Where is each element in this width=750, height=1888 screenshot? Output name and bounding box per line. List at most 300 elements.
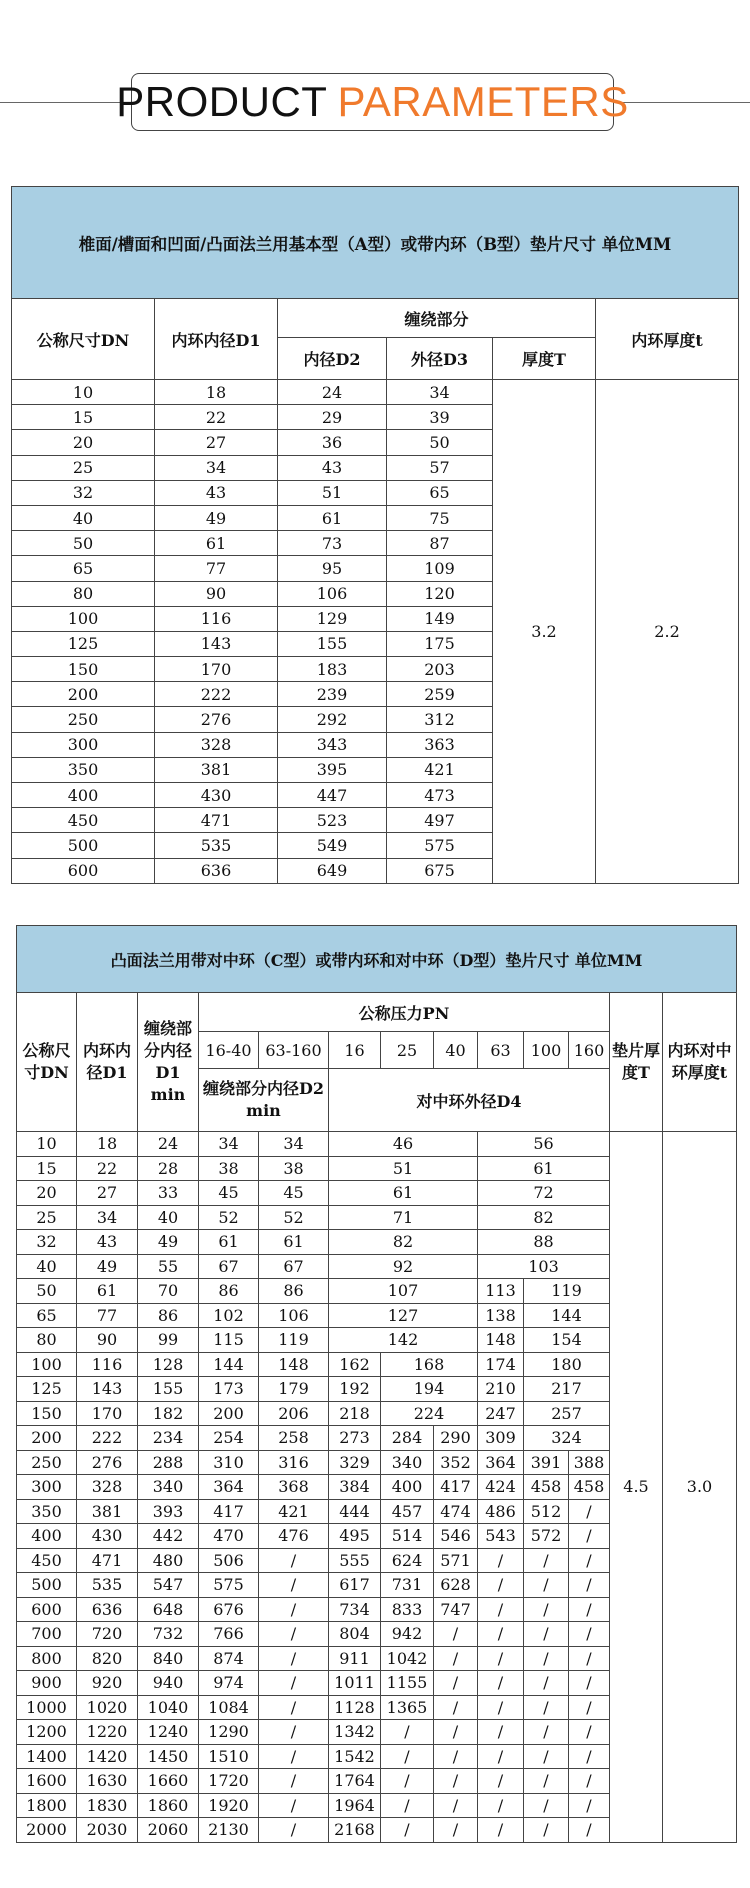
header-nominal-size: 公称尺寸DN xyxy=(12,299,155,380)
table-cell: 732 xyxy=(138,1622,199,1647)
table-cell: 148 xyxy=(259,1352,329,1377)
table-cell: / xyxy=(434,1720,478,1745)
table-cell: 512 xyxy=(524,1499,569,1524)
table-cell: / xyxy=(259,1671,329,1696)
table-cell: 192 xyxy=(329,1377,381,1402)
table-cell: 2000 xyxy=(17,1818,77,1843)
table-cell: 24 xyxy=(138,1132,199,1157)
table-cell: 200 xyxy=(12,682,155,707)
table-cell: 77 xyxy=(77,1303,138,1328)
header-d3: 外径D3 xyxy=(387,338,493,380)
table-cell: 430 xyxy=(77,1524,138,1549)
header-inner-ring-d1: 内环内径D1 xyxy=(155,299,278,380)
table-cell: / xyxy=(434,1769,478,1794)
table-cell: 911 xyxy=(329,1646,381,1671)
table-cell: 90 xyxy=(155,581,278,606)
table-cell: 395 xyxy=(278,757,387,782)
table-cell: 258 xyxy=(259,1426,329,1451)
table-cell: 676 xyxy=(199,1597,259,1622)
table-cell: / xyxy=(381,1720,434,1745)
table-cell: / xyxy=(381,1769,434,1794)
table-cell: 447 xyxy=(278,783,387,808)
table-cell: 546 xyxy=(434,1524,478,1549)
table-cell: / xyxy=(259,1695,329,1720)
table-cell: 45 xyxy=(259,1181,329,1206)
table-cell: / xyxy=(478,1573,524,1598)
table-cell: 222 xyxy=(77,1426,138,1451)
table-cell: 113 xyxy=(478,1279,524,1304)
table-cell: 138 xyxy=(478,1303,524,1328)
table-title: 凸面法兰用带对中环（C型）或带内环和对中环（D型）垫片尺寸 单位MM xyxy=(17,926,737,993)
table-cell: / xyxy=(259,1818,329,1843)
table-cell: 450 xyxy=(12,808,155,833)
table-cell: / xyxy=(434,1695,478,1720)
table-cell: 874 xyxy=(199,1646,259,1671)
table-cell: 129 xyxy=(278,606,387,631)
table-cell: 80 xyxy=(12,581,155,606)
table-cell: 497 xyxy=(387,808,493,833)
table-title: 椎面/槽面和凹面/凸面法兰用基本型（A型）或带内环（B型）垫片尺寸 单位MM xyxy=(12,187,739,299)
table-cell: 624 xyxy=(381,1548,434,1573)
table-cell: 102 xyxy=(199,1303,259,1328)
table-cell: 61 xyxy=(278,505,387,530)
table-cell: 381 xyxy=(155,757,278,782)
table-cell: 32 xyxy=(17,1230,77,1255)
header-inner-ring-thickness: 内环厚度t xyxy=(596,299,739,380)
table-cell: 2168 xyxy=(329,1818,381,1843)
table-cell: 424 xyxy=(478,1475,524,1500)
table-cell: 22 xyxy=(155,405,278,430)
table-cell: 254 xyxy=(199,1426,259,1451)
table-cell: 168 xyxy=(381,1352,478,1377)
table-cell: 20 xyxy=(17,1181,77,1206)
table-cell: / xyxy=(524,1622,569,1647)
table-cell: / xyxy=(569,1769,610,1794)
table-cell: 106 xyxy=(278,581,387,606)
table-cell: 571 xyxy=(434,1548,478,1573)
table-cell: 340 xyxy=(381,1450,434,1475)
table-cell: 471 xyxy=(155,808,278,833)
table-cell: 312 xyxy=(387,707,493,732)
table-cell: 203 xyxy=(387,657,493,682)
header-centering-ring-d4: 对中环外径D4 xyxy=(329,1069,610,1132)
table-cell: 217 xyxy=(524,1377,610,1402)
table-cell: 25 xyxy=(17,1205,77,1230)
banner-line-right xyxy=(614,102,750,103)
table-cell: 473 xyxy=(387,783,493,808)
table-cell: 51 xyxy=(278,480,387,505)
table-cell: 363 xyxy=(387,732,493,757)
table-cell: 65 xyxy=(387,480,493,505)
table-cell: 400 xyxy=(12,783,155,808)
table-cell: 18 xyxy=(77,1132,138,1157)
table-cell: 250 xyxy=(17,1450,77,1475)
table-cell: 600 xyxy=(12,858,155,883)
table-cell: 430 xyxy=(155,783,278,808)
table-cell: 52 xyxy=(199,1205,259,1230)
header-pn-63: 63 xyxy=(478,1032,524,1069)
table-cell: / xyxy=(569,1671,610,1696)
table-cell: 636 xyxy=(77,1597,138,1622)
table-cell: 547 xyxy=(138,1573,199,1598)
table-cell: 170 xyxy=(77,1401,138,1426)
header-pn-100: 100 xyxy=(524,1032,569,1069)
table-cell: 218 xyxy=(329,1401,381,1426)
table-cell: 95 xyxy=(278,556,387,581)
table-cell: 284 xyxy=(381,1426,434,1451)
table-cell: 173 xyxy=(199,1377,259,1402)
table-cell: 61 xyxy=(155,531,278,556)
table-cell: / xyxy=(569,1597,610,1622)
table-cell: / xyxy=(569,1646,610,1671)
table-cell: 100 xyxy=(12,606,155,631)
table-cell: 103 xyxy=(478,1254,610,1279)
table-cell: 617 xyxy=(329,1573,381,1598)
table-cell: 1764 xyxy=(329,1769,381,1794)
table-cell: 234 xyxy=(138,1426,199,1451)
table-cell: 734 xyxy=(329,1597,381,1622)
table-cell: 940 xyxy=(138,1671,199,1696)
table-cell: / xyxy=(524,1720,569,1745)
table-cell: 155 xyxy=(278,631,387,656)
table-cell: 86 xyxy=(138,1303,199,1328)
header-pn-40: 40 xyxy=(434,1032,478,1069)
header-nominal-size: 公称尺寸DN xyxy=(17,993,77,1132)
table-cell: 1510 xyxy=(199,1744,259,1769)
table-cell: / xyxy=(569,1744,610,1769)
table-cell: 61 xyxy=(329,1181,478,1206)
header-pn-16-40: 16-40 xyxy=(199,1032,259,1069)
table-cell: / xyxy=(478,1597,524,1622)
table-cell: 474 xyxy=(434,1499,478,1524)
table-cell: 535 xyxy=(77,1573,138,1598)
table-cell: / xyxy=(478,1793,524,1818)
table-cell: 300 xyxy=(17,1475,77,1500)
table-cell: 1084 xyxy=(199,1695,259,1720)
table-cell: 70 xyxy=(138,1279,199,1304)
table-cell: / xyxy=(478,1744,524,1769)
table-cell: 766 xyxy=(199,1622,259,1647)
table-cell: 90 xyxy=(77,1328,138,1353)
table-cell: 43 xyxy=(155,480,278,505)
table-cell: 40 xyxy=(12,505,155,530)
table-cell: 144 xyxy=(199,1352,259,1377)
table-cell: 224 xyxy=(381,1401,478,1426)
table-cell: 840 xyxy=(138,1646,199,1671)
table-cell: / xyxy=(524,1793,569,1818)
table-cell: 34 xyxy=(387,380,493,405)
table-cell: 27 xyxy=(77,1181,138,1206)
table-cell: 43 xyxy=(77,1230,138,1255)
table-cell: 1011 xyxy=(329,1671,381,1696)
table-cell: / xyxy=(478,1646,524,1671)
header-gasket-thickness: 垫片厚度T xyxy=(610,993,663,1132)
table-cell: / xyxy=(569,1720,610,1745)
table-cell: 32 xyxy=(12,480,155,505)
table-cell: 162 xyxy=(329,1352,381,1377)
table-cell: 2130 xyxy=(199,1818,259,1843)
table-cell: 486 xyxy=(478,1499,524,1524)
table-cell: 154 xyxy=(524,1328,610,1353)
table-cell: 1600 xyxy=(17,1769,77,1794)
table-cell: 10 xyxy=(17,1132,77,1157)
table-cell: 400 xyxy=(17,1524,77,1549)
table-cell: 182 xyxy=(138,1401,199,1426)
table-cell: / xyxy=(569,1573,610,1598)
table-cell: 381 xyxy=(77,1499,138,1524)
table-cell: 458 xyxy=(524,1475,569,1500)
table-cell: 350 xyxy=(17,1499,77,1524)
table-cell: 142 xyxy=(329,1328,478,1353)
table-cell: 34 xyxy=(199,1132,259,1157)
table-cell: 77 xyxy=(155,556,278,581)
table-cell: 45 xyxy=(199,1181,259,1206)
table-cell: 800 xyxy=(17,1646,77,1671)
table-cell: 210 xyxy=(478,1377,524,1402)
table-cell: 61 xyxy=(199,1230,259,1255)
banner-word-product: PRODUCT xyxy=(116,78,328,125)
table-cell: / xyxy=(524,1818,569,1843)
table-cell: 2030 xyxy=(77,1818,138,1843)
table-cell: 648 xyxy=(138,1597,199,1622)
table-cell: 120 xyxy=(387,581,493,606)
table-cell: 143 xyxy=(155,631,278,656)
table-row xyxy=(12,380,739,405)
table-cell: 175 xyxy=(387,631,493,656)
table-cell: / xyxy=(524,1695,569,1720)
table-cell: 36 xyxy=(278,430,387,455)
table-cell: 310 xyxy=(199,1450,259,1475)
table-cell: / xyxy=(259,1720,329,1745)
table-cell: 46 xyxy=(329,1132,478,1157)
table-cell: 364 xyxy=(199,1475,259,1500)
banner-word-parameters: PARAMETERS xyxy=(337,78,629,125)
table-cell: 820 xyxy=(77,1646,138,1671)
table-cell: 833 xyxy=(381,1597,434,1622)
table-cell: 75 xyxy=(387,505,493,530)
table-cell: 15 xyxy=(17,1156,77,1181)
table-cell: 309 xyxy=(478,1426,524,1451)
table-cell: 28 xyxy=(138,1156,199,1181)
table-cell: 1660 xyxy=(138,1769,199,1794)
table-cell: 125 xyxy=(17,1377,77,1402)
table-cell: 22 xyxy=(77,1156,138,1181)
table-cell: 24 xyxy=(278,380,387,405)
table-cell: 194 xyxy=(381,1377,478,1402)
table-cell: 2060 xyxy=(138,1818,199,1843)
table-cell: 80 xyxy=(17,1328,77,1353)
table-cell: 179 xyxy=(259,1377,329,1402)
table-cell: 523 xyxy=(278,808,387,833)
table-cell: 49 xyxy=(155,505,278,530)
table-cell: 1830 xyxy=(77,1793,138,1818)
table-cell: / xyxy=(569,1499,610,1524)
table-cell: 442 xyxy=(138,1524,199,1549)
table-cell: 288 xyxy=(138,1450,199,1475)
table-cell: 1200 xyxy=(17,1720,77,1745)
table-cell: 20 xyxy=(12,430,155,455)
table-cell: 731 xyxy=(381,1573,434,1598)
table-cell: 1040 xyxy=(138,1695,199,1720)
table-cell: / xyxy=(434,1622,478,1647)
table-cell: 575 xyxy=(199,1573,259,1598)
table-cell: 649 xyxy=(278,858,387,883)
table-cell: 61 xyxy=(478,1156,610,1181)
table-cell: / xyxy=(478,1548,524,1573)
table-cell: 1042 xyxy=(381,1646,434,1671)
table-cell: / xyxy=(569,1622,610,1647)
table-cell: 942 xyxy=(381,1622,434,1647)
table-cell: 86 xyxy=(199,1279,259,1304)
table-cell: / xyxy=(434,1744,478,1769)
table-cell: 92 xyxy=(329,1254,478,1279)
table-cell: 900 xyxy=(17,1671,77,1696)
table-cell: / xyxy=(524,1671,569,1696)
table-cell: / xyxy=(478,1818,524,1843)
header-wound-d2-min: 缠绕部分内径D2 min xyxy=(199,1069,329,1132)
table-cell: / xyxy=(478,1671,524,1696)
table-cell: 174 xyxy=(478,1352,524,1377)
table-cell: 73 xyxy=(278,531,387,556)
table-cell: 974 xyxy=(199,1671,259,1696)
table-cell: 324 xyxy=(524,1426,610,1451)
table-cell: 27 xyxy=(155,430,278,455)
table-cell: 61 xyxy=(259,1230,329,1255)
table-cell: 506 xyxy=(199,1548,259,1573)
table-cell: 250 xyxy=(12,707,155,732)
table-cell: 34 xyxy=(259,1132,329,1157)
table-cell: 109 xyxy=(387,556,493,581)
table-cell: 1400 xyxy=(17,1744,77,1769)
header-ring-thickness: 内环对中环厚度t xyxy=(663,993,737,1132)
table-cell: 391 xyxy=(524,1450,569,1475)
table-cell: 149 xyxy=(387,606,493,631)
table-cell: 514 xyxy=(381,1524,434,1549)
table-cell: 1128 xyxy=(329,1695,381,1720)
table-cell: / xyxy=(434,1793,478,1818)
table-cell: 329 xyxy=(329,1450,381,1475)
table-cell: 470 xyxy=(199,1524,259,1549)
table-cell: 107 xyxy=(329,1279,478,1304)
table-cell: 636 xyxy=(155,858,278,883)
table-cell: 1542 xyxy=(329,1744,381,1769)
table-cell: / xyxy=(478,1622,524,1647)
table-cell: 804 xyxy=(329,1622,381,1647)
table-cell: 495 xyxy=(329,1524,381,1549)
table-cell: 417 xyxy=(434,1475,478,1500)
table-cell: 1220 xyxy=(77,1720,138,1745)
table-cell: 316 xyxy=(259,1450,329,1475)
table-cell: 421 xyxy=(259,1499,329,1524)
table-cell: 450 xyxy=(17,1548,77,1573)
table-cell: 71 xyxy=(329,1205,478,1230)
table-cell: 200 xyxy=(17,1426,77,1451)
table-cell: 535 xyxy=(155,833,278,858)
table-cell: 125 xyxy=(12,631,155,656)
table-cell: 155 xyxy=(138,1377,199,1402)
table-cell: 99 xyxy=(138,1328,199,1353)
table-cell: 119 xyxy=(524,1279,610,1304)
table-cell: 222 xyxy=(155,682,278,707)
table-cell: 700 xyxy=(17,1622,77,1647)
table-cell: 1342 xyxy=(329,1720,381,1745)
header-pn-25: 25 xyxy=(381,1032,434,1069)
table-cell: 87 xyxy=(387,531,493,556)
table-cell: 292 xyxy=(278,707,387,732)
table-cell: / xyxy=(478,1720,524,1745)
table-cell: 150 xyxy=(12,657,155,682)
table-cell: 628 xyxy=(434,1573,478,1598)
table-cell: 106 xyxy=(259,1303,329,1328)
ring-thickness-value: 3.0 xyxy=(663,1132,737,1843)
table-cell: 50 xyxy=(387,430,493,455)
table-cell: 328 xyxy=(77,1475,138,1500)
table-cell: 276 xyxy=(155,707,278,732)
table-cell: / xyxy=(434,1646,478,1671)
table-cell: 183 xyxy=(278,657,387,682)
table-cell: 52 xyxy=(259,1205,329,1230)
table-cell: / xyxy=(478,1769,524,1794)
table-cell: 1000 xyxy=(17,1695,77,1720)
header-wound-d1-min: 缠绕部分内径D1 min xyxy=(138,993,199,1132)
table-cell: 1800 xyxy=(17,1793,77,1818)
gasket-thickness-value: 4.5 xyxy=(610,1132,663,1843)
table-cell: 1860 xyxy=(138,1793,199,1818)
table-cell: 57 xyxy=(387,455,493,480)
table-cell: 40 xyxy=(17,1254,77,1279)
header-nominal-pressure: 公称压力PN xyxy=(199,993,610,1032)
table-cell: / xyxy=(259,1646,329,1671)
table-cell: 29 xyxy=(278,405,387,430)
table-cell: 471 xyxy=(77,1548,138,1573)
table-cell: 67 xyxy=(259,1254,329,1279)
table-cell: / xyxy=(381,1793,434,1818)
table-cell: 276 xyxy=(77,1450,138,1475)
table-cell: 10 xyxy=(12,380,155,405)
table-cell: 543 xyxy=(478,1524,524,1549)
table-cell: / xyxy=(569,1548,610,1573)
table-cell: 51 xyxy=(329,1156,478,1181)
table-cell: / xyxy=(259,1769,329,1794)
table-cell: 65 xyxy=(12,556,155,581)
table-cell: / xyxy=(259,1622,329,1647)
ring-thickness-value: 2.2 xyxy=(596,380,739,884)
header-d2: 内径D2 xyxy=(278,338,387,380)
table-cell: 1964 xyxy=(329,1793,381,1818)
table-cell: 33 xyxy=(138,1181,199,1206)
table-cell: 61 xyxy=(77,1279,138,1304)
table-cell: 575 xyxy=(387,833,493,858)
table-cell: 421 xyxy=(387,757,493,782)
table-cell: 143 xyxy=(77,1377,138,1402)
header-pn-63-160: 63-160 xyxy=(259,1032,329,1069)
table-cell: 38 xyxy=(199,1156,259,1181)
header-inner-ring-d1: 内环内径D1 xyxy=(77,993,138,1132)
table-cell: / xyxy=(524,1597,569,1622)
header-wound-part: 缠绕部分 xyxy=(278,299,596,338)
table-cell: 247 xyxy=(478,1401,524,1426)
table-cell: / xyxy=(259,1793,329,1818)
table-cell: 65 xyxy=(17,1303,77,1328)
product-parameters-banner xyxy=(116,73,629,131)
table-cell: 368 xyxy=(259,1475,329,1500)
table-cell: / xyxy=(569,1793,610,1818)
table-cell: 720 xyxy=(77,1622,138,1647)
header-pn-160: 160 xyxy=(569,1032,610,1069)
table-cell: 675 xyxy=(387,858,493,883)
table-cell: 127 xyxy=(329,1303,478,1328)
table-cell: 920 xyxy=(77,1671,138,1696)
